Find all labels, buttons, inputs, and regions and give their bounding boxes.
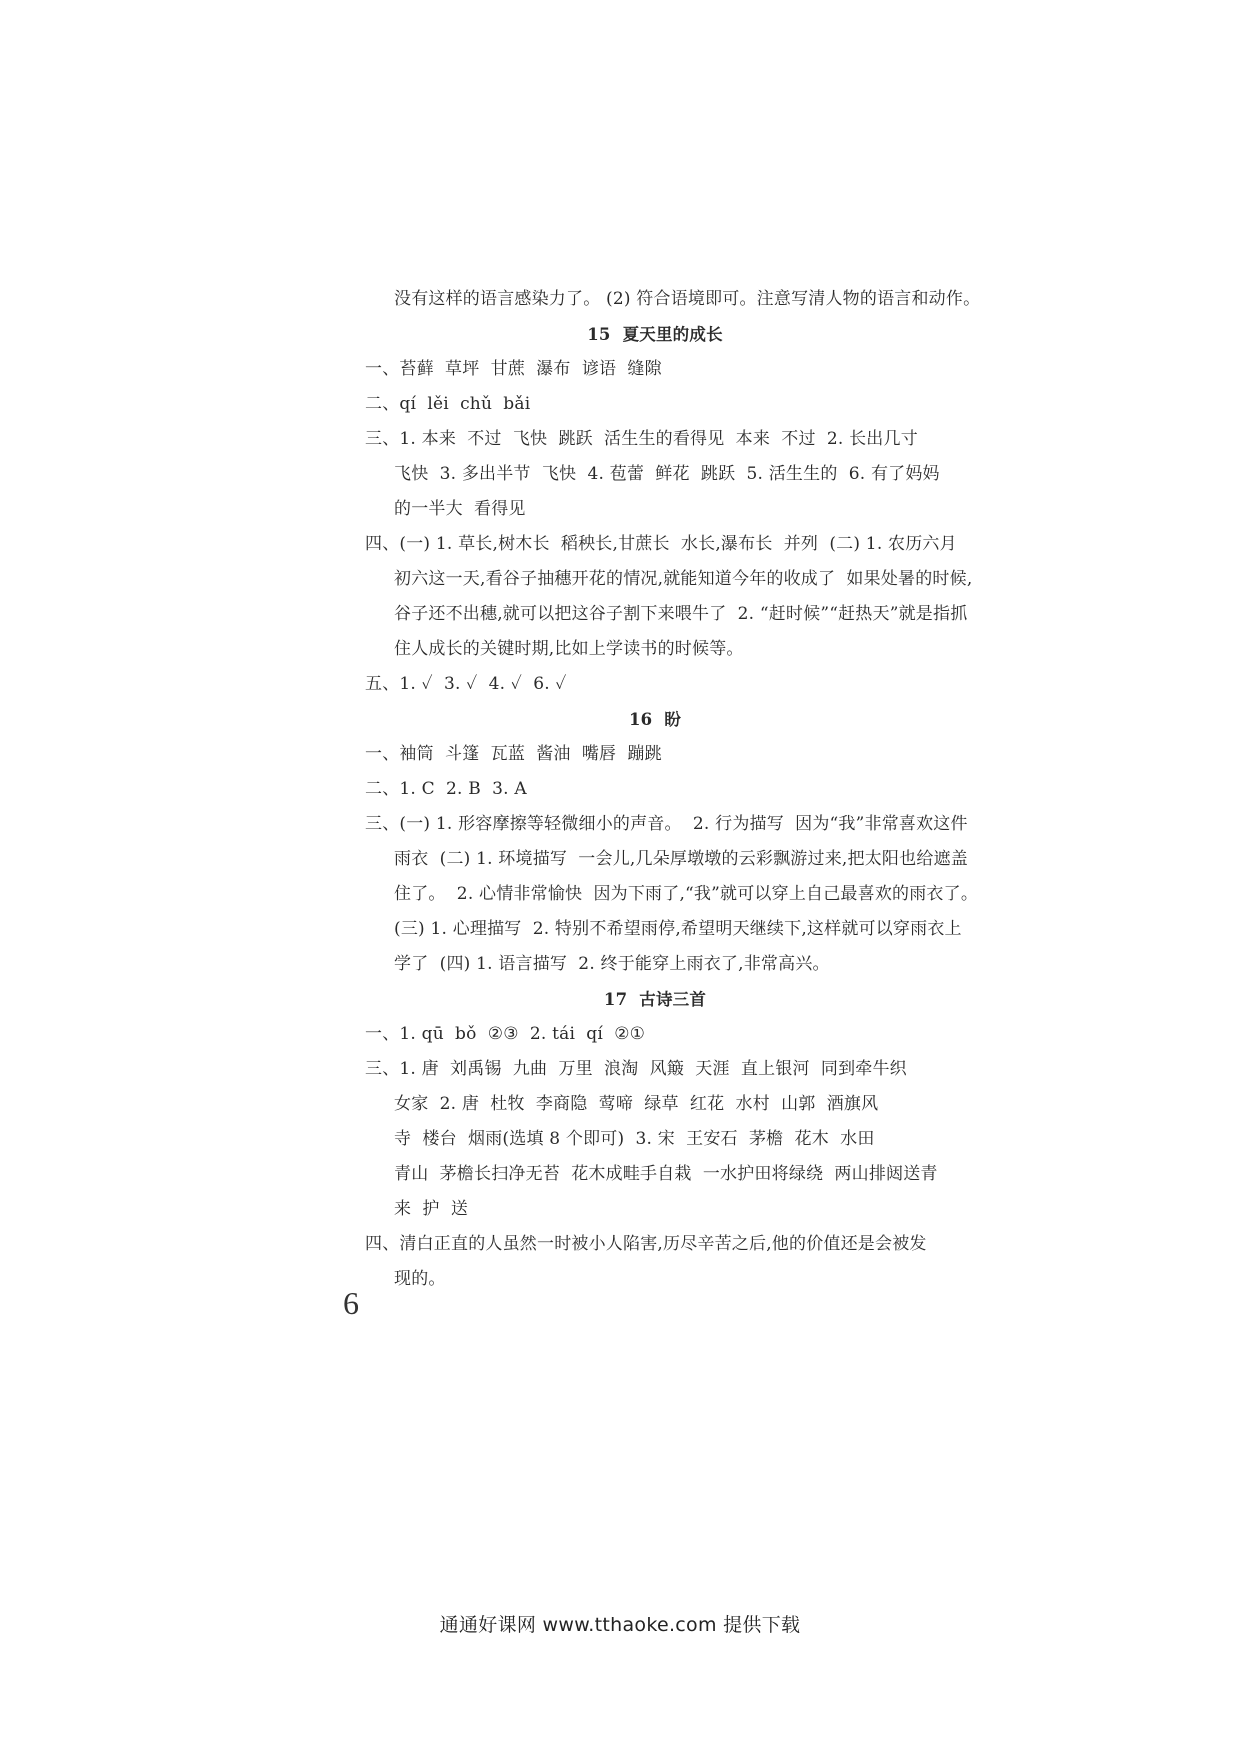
- answer-line: (三) 1. 心理描写 2. 特别不希望雨停,希望明天继续下,这样就可以穿雨衣上: [394, 919, 962, 939]
- answer-line: 雨衣 (二) 1. 环境描写 一会儿,几朵厚墩墩的云彩飘游过来,把太阳也给遮盖: [394, 849, 968, 869]
- section-title: [365, 317, 945, 352]
- answer-line: 青山 茅檐长扫净无苔 花木成畦手自栽 一水护田将绿绕 两山排闼送青: [394, 1164, 938, 1184]
- answer-line: 一、1. qū bǒ ②③ 2. tái qí ②①: [365, 1024, 646, 1044]
- section-name: 盼: [664, 710, 682, 729]
- section-number: 17: [603, 990, 628, 1009]
- answer-line: 现的。: [394, 1269, 446, 1289]
- answer-line: 四、(一) 1. 草长,树木长 稻秧长,甘蔗长 水长,瀑布长 并列 (二) 1. 农历六月: [365, 534, 957, 554]
- answer-line: 四、清白正直的人虽然一时被小人陷害,历尽辛苦之后,他的价值还是会被发: [365, 1234, 927, 1254]
- answer-line: 来 护 送: [394, 1199, 469, 1219]
- answer-line: 二、1. C 2. B 3. A: [365, 779, 527, 799]
- section-number: 16: [628, 710, 653, 729]
- footer-watermark: 通通好课网 www.tthaoke.com 提供下载: [439, 1614, 801, 1636]
- answer-line: 一、袖筒 斗篷 瓦蓝 酱油 嘴唇 蹦跳: [365, 744, 662, 764]
- answer-line: 一、苔藓 草坪 甘蔗 瀑布 谚语 缝隙: [365, 359, 662, 379]
- answer-line: 住了。 2. 心情非常愉快 因为下雨了,“我”就可以穿上自己最喜欢的雨衣了。: [394, 884, 979, 904]
- answer-line: 的一半大 看得见: [394, 499, 526, 519]
- section-name: 夏天里的成长: [622, 325, 723, 344]
- answer-line: 三、1. 本来 不过 飞快 跳跃 活生生的看得见 本来 不过 2. 长出几寸: [365, 429, 918, 449]
- answer-line: 学了 (四) 1. 语言描写 2. 终于能穿上雨衣了,非常高兴。: [394, 954, 830, 974]
- answer-content: [365, 282, 981, 1297]
- answer-line: 三、1. 唐 刘禹锡 九曲 万里 浪淘 风簸 天涯 直上银河 同到牵牛织: [365, 1059, 907, 1079]
- answer-line: 飞快 3. 多出半节 飞快 4. 苞蕾 鲜花 跳跃 5. 活生生的 6. 有了妈妈: [394, 464, 940, 484]
- answer-line: 三、(一) 1. 形容摩擦等轻微细小的声音。 2. 行为描写 因为“我”非常喜欢这件: [365, 814, 968, 834]
- answer-line: 寺 楼台 烟雨(选填 8 个即可) 3. 宋 王安石 茅檐 花木 水田: [394, 1129, 875, 1149]
- section-title: [365, 702, 945, 737]
- answer-line: 五、1. ✓ 3. ✓ 4. ✓ 6. ✓: [365, 674, 567, 694]
- answer-line: 谷子还不出穗,就可以把这谷子割下来喂牛了 2. “赶时候”“赶热天”就是指抓: [394, 604, 968, 624]
- answer-line: 没有这样的语言感染力了。 (2) 符合语境即可。注意写清人物的语言和动作。: [394, 289, 981, 309]
- section-title: [365, 982, 945, 1017]
- answer-line: 住人成长的关键时期,比如上学读书的时候等。: [394, 639, 744, 659]
- section-name: 古诗三首: [639, 990, 707, 1009]
- section-number: 15: [587, 325, 611, 344]
- answer-line: 二、qí lěi chǔ bǎi: [365, 394, 531, 414]
- answer-line: 女家 2. 唐 杜牧 李商隐 莺啼 绿草 红花 水村 山郭 酒旗风: [394, 1094, 879, 1114]
- page-number: 6: [343, 1285, 359, 1321]
- answer-line: 初六这一天,看谷子抽穗开花的情况,就能知道今年的收成了 如果处暑的时候,: [394, 569, 973, 589]
